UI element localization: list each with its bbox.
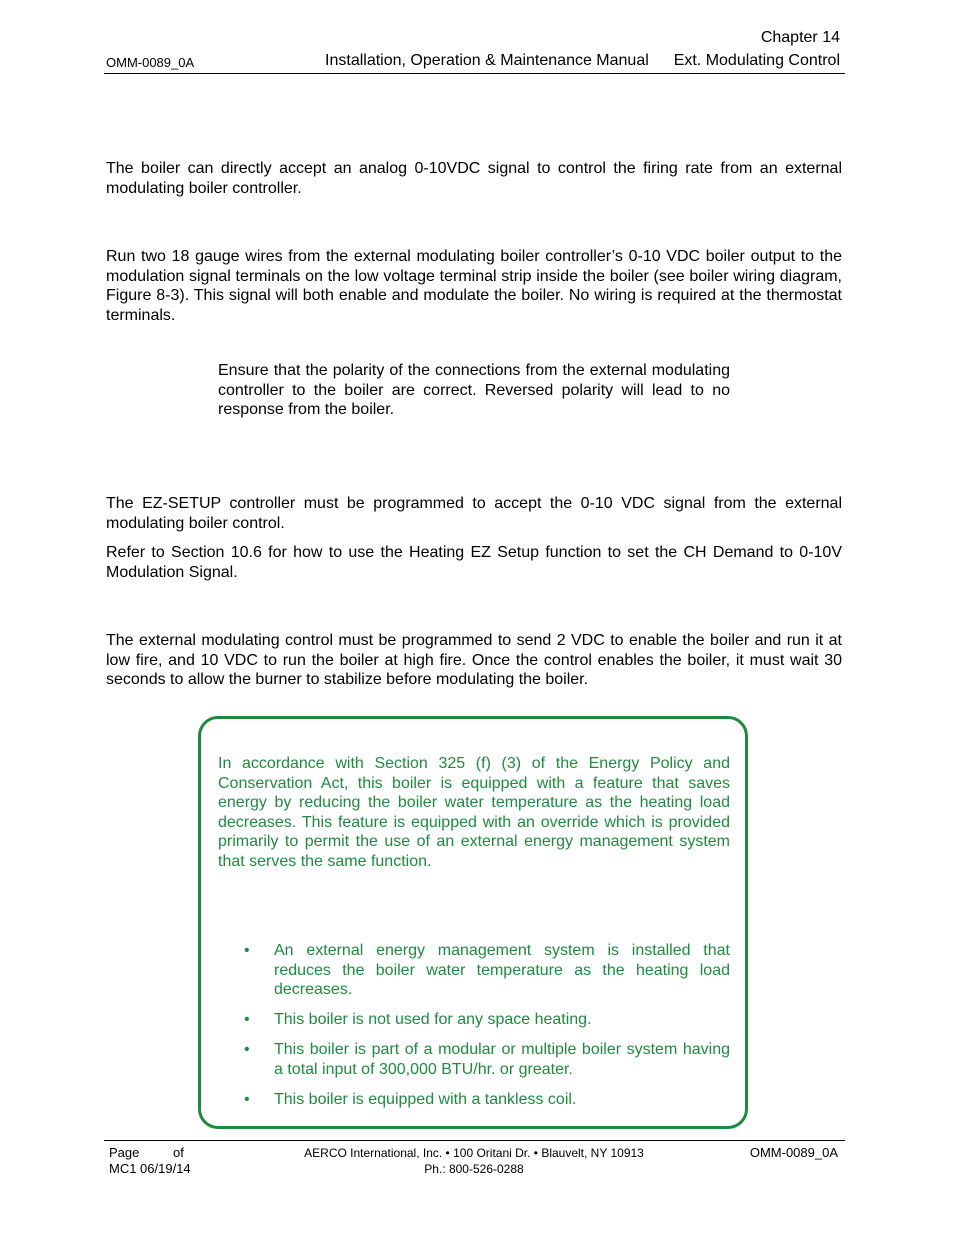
revision-label: MC1 06/19/14 — [109, 1161, 191, 1176]
programming-paragraph: The EZ-SETUP controller must be programmed to accept the 0-10 VDC signal from the external modulating boiler control. — [106, 495, 842, 532]
intro-paragraph: The boiler can directly accept an analog 0-10VDC signal to control the firing rate from an external modulating boiler controller. — [106, 160, 842, 197]
list-item — [244, 1040, 730, 1079]
list-item-text: This boiler is part of a modular or multiple boiler system having a total input of 300,000 BTU/hr. or greater. — [274, 1041, 730, 1078]
control-paragraph: The external modulating control must be programmed to send 2 VDC to enable the boiler and run it at low fire, and 10 VDC to run the boiler at high fire. Once the control enables the boiler, it must wait 30 seconds to allow the burner to stabilize before modulating the boiler. — [106, 632, 842, 689]
exemption-list — [244, 941, 730, 1109]
bullet-icon: • — [244, 1041, 250, 1059]
company-phone: Ph.: 800-526-0288 — [424, 1162, 524, 1176]
list-item — [244, 1090, 730, 1110]
footer-doc-number: OMM-0089_0A — [749, 1145, 838, 1160]
list-item-text: This boiler is equipped with a tankless coil. — [274, 1090, 577, 1108]
header-rule — [104, 73, 845, 74]
list-item-text: This boiler is not used for any space heating. — [274, 1010, 592, 1028]
list-item — [244, 1010, 730, 1030]
section-title: Ext. Modulating Control — [673, 52, 840, 69]
page-label: Page — [109, 1145, 140, 1160]
manual-title: Installation, Operation & Maintenance Manual — [325, 52, 649, 69]
wiring-paragraph: Run two 18 gauge wires from the external modulating boiler controller’s 0-10 VDC boiler output to the modulation signal terminals on the low voltage terminal strip inside the boiler (see boiler wiring diagram, Figure 8-3). This signal will both enable and modulate the boiler. No wiring is required at the thermostat terminals. — [106, 248, 842, 324]
footer-rule — [104, 1140, 845, 1141]
bullet-icon: • — [244, 1010, 250, 1028]
energy-policy-text: In accordance with Section 325 (f) (3) of the Energy Policy and Conservation Act, this boiler is equipped with a feature that saves energy by reducing the boiler water temperature as the heating load decreases. This feature is equipped with an override which is provided primarily to permit the use of an external energy management system that serves the same function. — [218, 755, 730, 870]
header-doc-number: OMM-0089_0A — [106, 55, 195, 70]
list-item — [244, 941, 730, 1000]
bullet-icon: • — [244, 1090, 250, 1108]
polarity-note: Ensure that the polarity of the connections from the external modulating controller to the boiler are correct. Reversed polarity will lead to no response from the boiler. — [218, 362, 730, 419]
company-address: AERCO International, Inc. • 100 Oritani Dr. • Blauvelt, NY 10913 — [304, 1146, 644, 1160]
list-item-text: An external energy management system is installed that reduces the boiler water temperature as the heating load decreases. — [274, 942, 730, 999]
header-titles — [325, 52, 840, 70]
reference-paragraph: Refer to Section 10.6 for how to use the Heating EZ Setup function to set the CH Demand to 0-10V Modulation Signal. — [106, 544, 842, 581]
of-label: of — [173, 1145, 184, 1160]
chapter-number: Chapter 14 — [760, 29, 840, 46]
bullet-icon: • — [244, 942, 250, 959]
